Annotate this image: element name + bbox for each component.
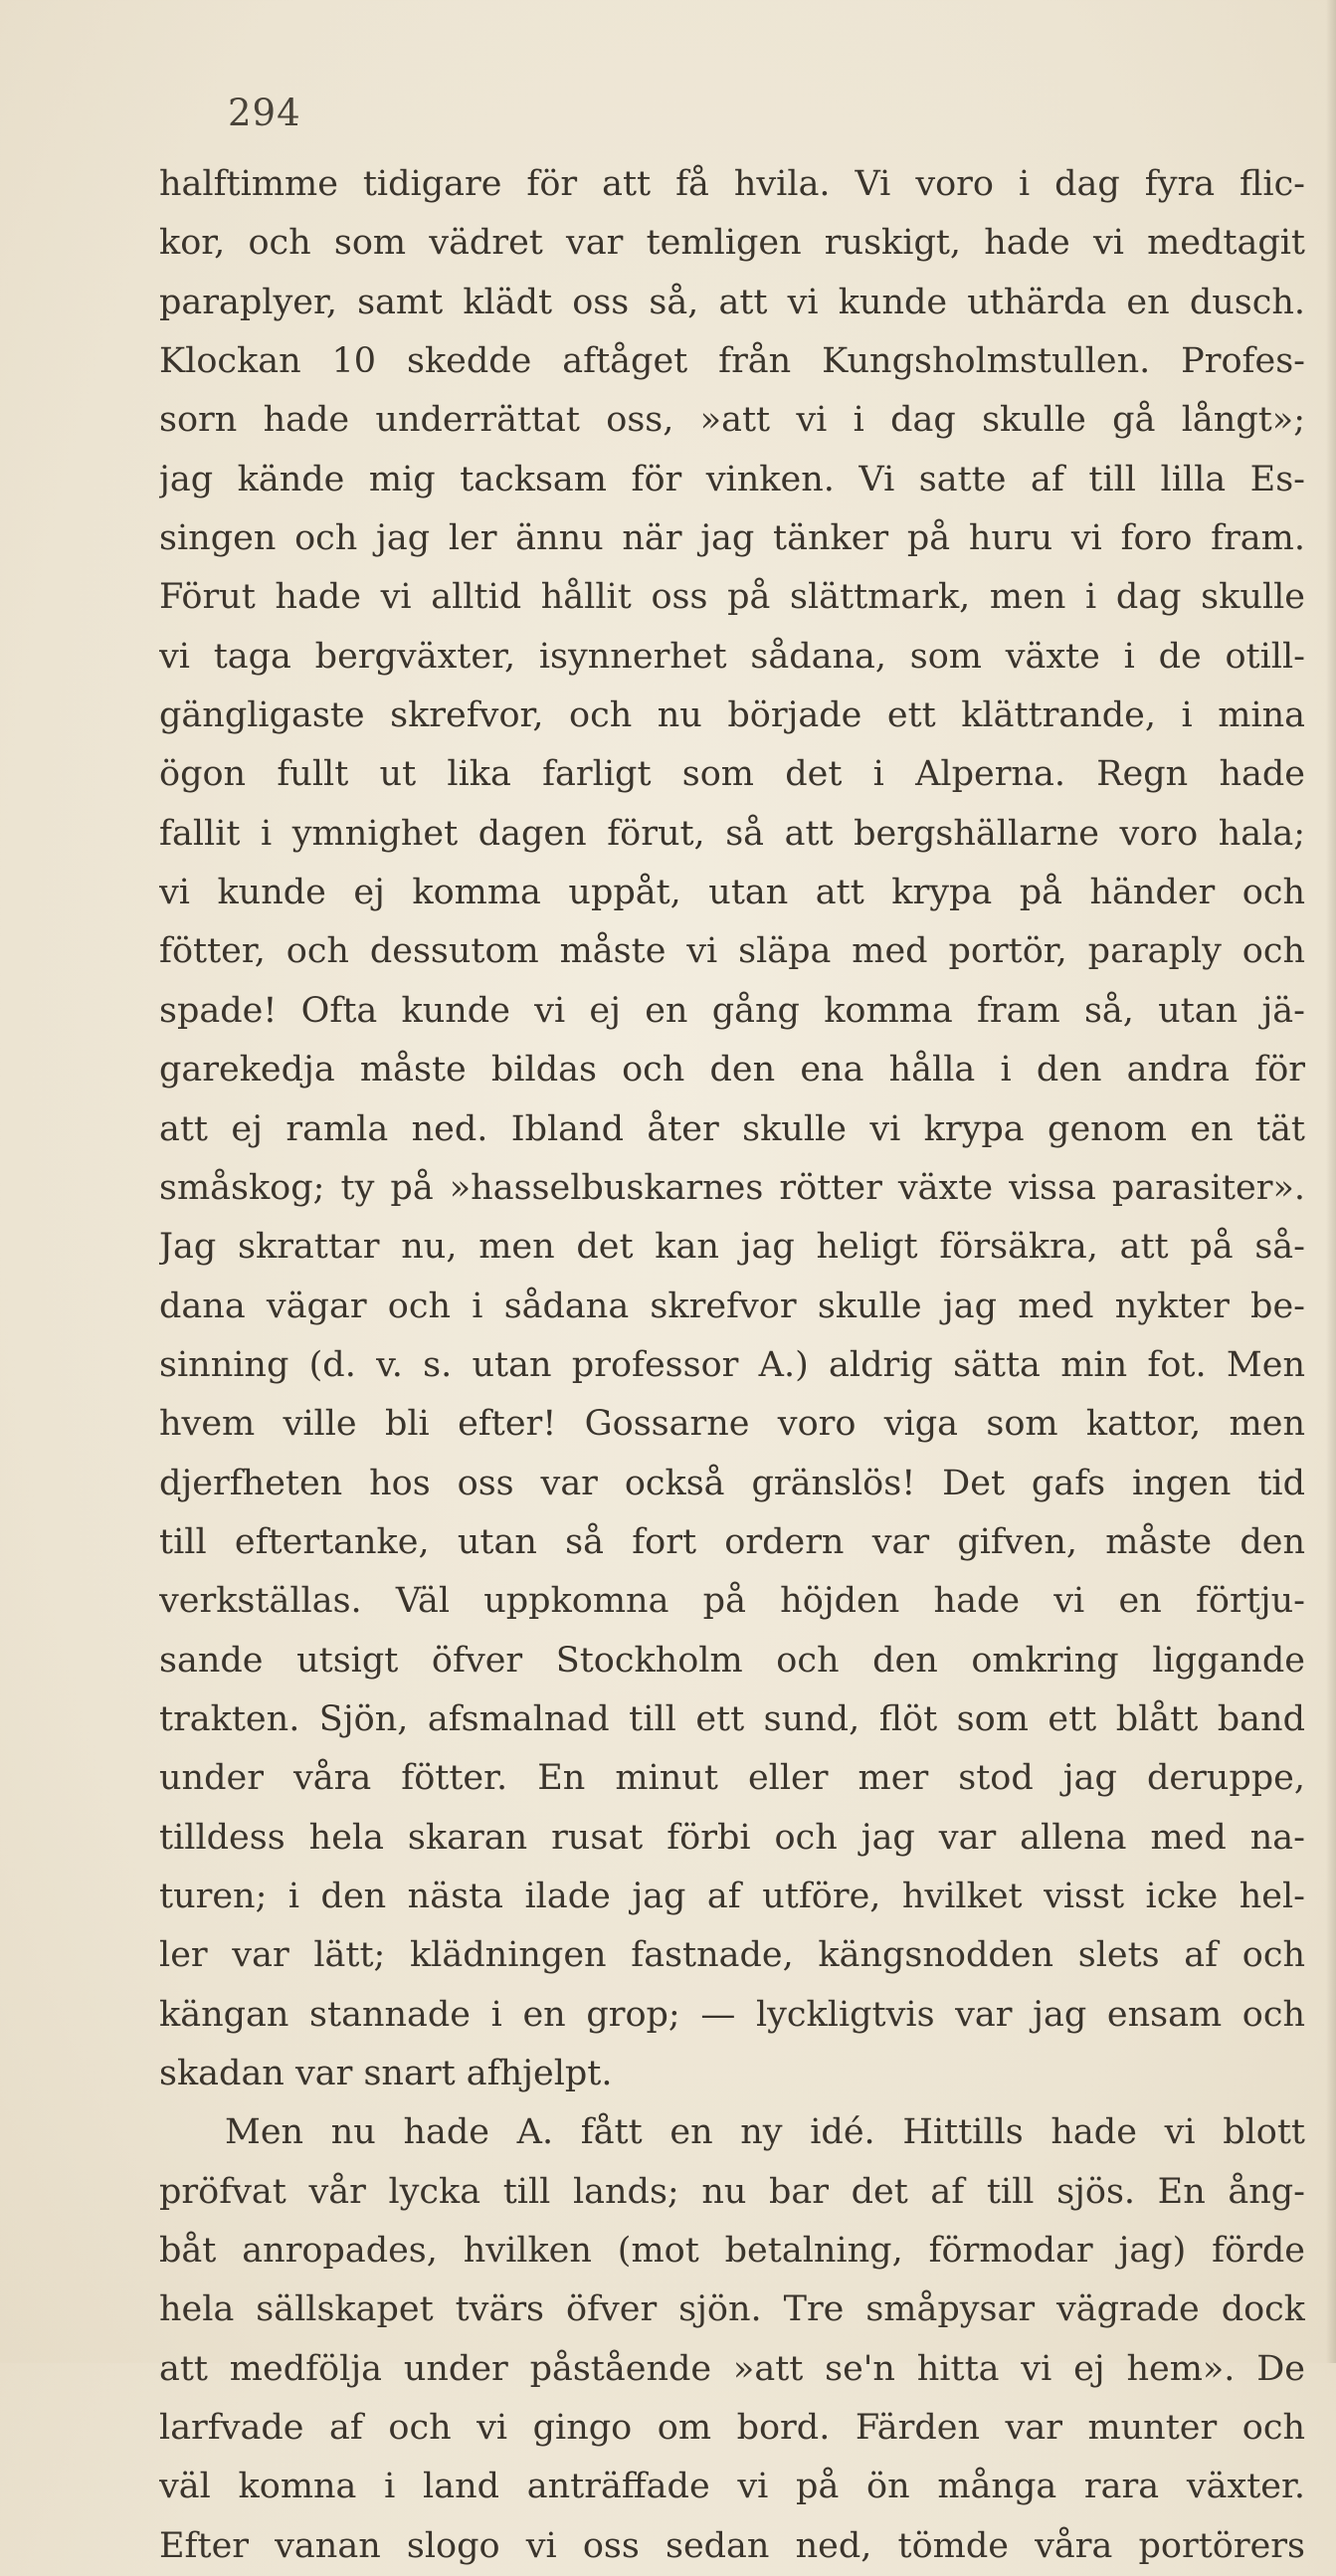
text-line: larfvade af och vi gingo om bord. Färden var munter och — [159, 2408, 1305, 2449]
text-line: garekedja måste bildas och den ena hålla i den andra för — [159, 1050, 1305, 1090]
text-line: Förut hade vi alltid hållit oss på slättmark, men i dag skulle — [159, 577, 1305, 618]
text-line: sorn hade underrättat oss, »att vi i dag skulle gå långt»; — [159, 400, 1305, 441]
text-line: skadan var snart afhjelpt. — [159, 2054, 613, 2093]
text-line: hela sällskapet tvärs öfver sjön. Tre småpysar vägrade dock — [159, 2289, 1305, 2330]
text-line: ler var lätt; klädningen fastnade, kängsnodden slets af och — [159, 1935, 1305, 1976]
text-line: väl komna i land anträffade vi på ön många rara växter. — [159, 2467, 1305, 2507]
text-line: kängan stannade i en grop; — lyckligtvis var jag ensam och — [159, 1994, 1305, 2035]
text-line: gängligaste skrefvor, och nu började ett klättrande, i mina — [159, 695, 1305, 736]
text-line: ögon fullt ut lika farligt som det i Alperna. Regn hade — [159, 754, 1305, 795]
text-line: småskog; ty på »hasselbuskarnes rötter växte vissa parasiter». — [159, 1167, 1305, 1208]
text-line: fötter, och dessutom måste vi släpa med portör, paraply och — [159, 931, 1305, 972]
text-line: sinning (d. v. s. utan professor A.) aldrig sätta min fot. Men — [159, 1344, 1305, 1385]
text-line: dana vägar och i sådana skrefvor skulle jag med nykter be- — [159, 1286, 1305, 1326]
text-line: paraplyer, samt klädt oss så, att vi kunde uthärda en dusch. — [159, 282, 1305, 322]
text-line: fallit i ymnighet dagen förut, så att bergshällarne voro hala; — [159, 813, 1305, 854]
text-line: pröfvat vår lycka till lands; nu bar det af till sjös. En ång- — [159, 2171, 1305, 2212]
text-line: singen och jag ler ännu när jag tänker på huru vi foro fram. — [159, 518, 1305, 559]
text-line: vi taga bergväxter, isynnerhet sådana, som växte i de otill- — [159, 636, 1305, 677]
text-line: turen; i den nästa ilade jag af utföre, hvilket visst icke hel- — [159, 1876, 1305, 1916]
text-line: djerfheten hos oss var också gränslös! Det gafs ingen tid — [159, 1463, 1305, 1503]
text-line: att medfölja under påstående »att se'n hitta vi ej hem». De — [159, 2348, 1305, 2389]
text-line: halftimme tidigare för att få hvila. Vi voro i dag fyra flic- — [159, 164, 1305, 204]
text-line: vi kunde ej komma uppåt, utan att krypa på händer och — [159, 873, 1305, 913]
page-edge-shadow — [1326, 0, 1336, 2363]
text-line: till eftertanke, utan så fort ordern var gifven, måste den — [159, 1521, 1305, 1562]
text-line: hvem ville bli efter! Gossarne voro viga som kattor, men — [159, 1404, 1305, 1445]
text-line: trakten. Sjön, afsmalnad till ett sund, flöt som ett blått band — [159, 1698, 1305, 1739]
text-line: spade! Ofta kunde vi ej en gång komma fram så, utan jä- — [159, 990, 1305, 1031]
page-number: 294 — [228, 92, 301, 134]
text-line: kor, och som vädret var temligen ruskigt, hade vi medtagit — [159, 223, 1305, 264]
text-line: Efter vanan slogo vi oss sedan ned, tömde våra portörers — [159, 2525, 1305, 2566]
text-line: tilldess hela skaran rusat förbi och jag var allena med na- — [159, 1817, 1305, 1858]
text-line: att ej ramla ned. Ibland åter skulle vi krypa genom en tät — [159, 1108, 1305, 1149]
text-line: jag kände mig tacksam för vinken. Vi satte af till lilla Es- — [159, 459, 1305, 499]
text-line: båt anropades, hvilken (mot betalning, förmodar jag) förde — [159, 2231, 1305, 2272]
text-line: verkställas. Väl uppkomna på höjden hade vi en förtju- — [159, 1581, 1305, 1622]
text-line: Jag skrattar nu, men det kan jag heligt försäkra, att på så- — [159, 1227, 1305, 1268]
text-line: Men nu hade A. fått en ny idé. Hittills hade vi blott — [225, 2112, 1305, 2153]
body-text — [159, 155, 1305, 2576]
text-line: under våra fötter. En minut eller mer stod jag deruppe, — [159, 1758, 1305, 1799]
text-line: sande utsigt öfver Stockholm och den omkring liggande — [159, 1640, 1305, 1681]
text-line: Klockan 10 skedde aftåget från Kungsholmstullen. Profes- — [159, 341, 1305, 382]
